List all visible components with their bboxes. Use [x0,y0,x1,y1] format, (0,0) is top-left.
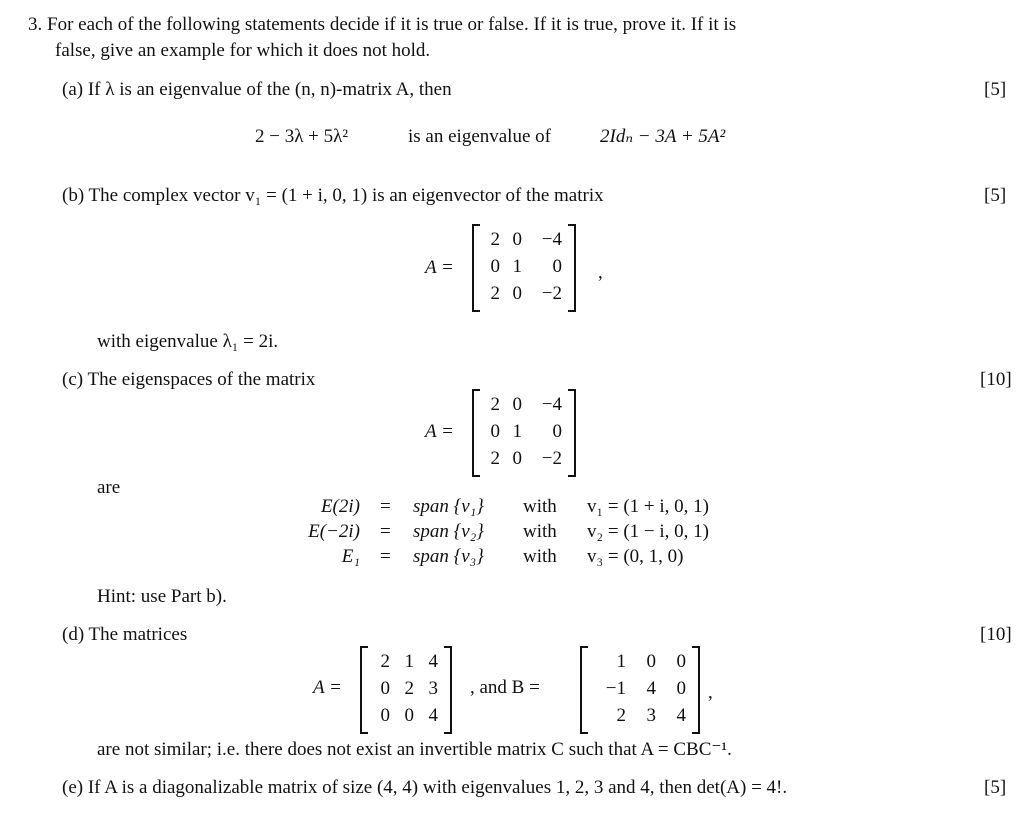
matrix-entry: 2 [490,229,500,250]
part-d-matrix-a [360,650,452,728]
matrix-entry: 0 [512,283,522,304]
part-d-conclusion: are not similar; i.e. there does not exist an invertible matrix C such that A = CBC⁻¹. [97,739,732,760]
part-b-matrix-label: A = [425,257,454,278]
part-d-marks: [10] [980,624,1012,645]
eigenspace-vec: v₂ = (1 − i, 0, 1) [587,521,709,542]
part-a-marks: [5] [984,79,1007,100]
matrix-entry: 2 [616,705,626,726]
eigenspace-lhs: E(−2i) [308,521,360,542]
eigenspace-lhs: E(2i) [320,496,360,517]
eigenspace-lhs: E₁ [341,546,360,567]
matrix-entry: 2 [404,678,414,699]
part-a-statement: (a) If λ is an eigenvalue of the (n, n)-matrix A, then [62,79,452,100]
matrix-entry: 1 [512,256,522,277]
part-d-a-label: A = [313,677,342,698]
matrix-entry: 4 [676,705,686,726]
matrix-entry: 0 [552,256,562,277]
eigenspace-vec: v₃ = (0, 1, 0) [587,546,684,567]
part-b-marks: [5] [984,185,1007,206]
part-a-lhs: 2 − 3λ + 5λ² [255,126,349,147]
matrix-entry: 2 [490,283,500,304]
matrix-entry: 0 [646,651,656,672]
part-b-statement: (b) The complex vector v₁ = (1 + i, 0, 1) is an eigenvector of the matrix [62,185,604,206]
matrix-entry: 1 [404,651,414,672]
matrix-entry: 1 [512,421,522,442]
eigenspace-span: span {v₃} [413,546,484,567]
matrix-entry: 1 [616,651,626,672]
matrix-entry: 0 [512,394,522,415]
eigenspace-eq: = [380,496,391,517]
matrix-entry: 4 [428,651,438,672]
matrix-entry: 0 [676,678,686,699]
matrix-entry: 2 [490,394,500,415]
part-d-and-b-label: , and B = [470,677,540,698]
problem-intro-line2: false, give an example for which it does not hold. [55,40,431,61]
matrix-entry: 3 [646,705,656,726]
part-c-hint: Hint: use Part b). [97,586,227,607]
matrix-entry: 4 [428,705,438,726]
matrix-entry: 3 [428,678,438,699]
eigenspace-with: with [523,546,557,567]
problem-intro-line1: 3. For each of the following statements decide if it is true or false. If it is true, prove it. If it is [28,14,737,35]
matrix-entry: 2 [380,651,390,672]
eigenspace-eq: = [380,521,391,542]
part-d-matrix-b [580,650,700,728]
part-b-eigenvalue: with eigenvalue λ₁ = 2i. [97,331,279,352]
part-e-statement: (e) If A is a diagonalizable matrix of size (4, 4) with eigenvalues 1, 2, 3 and 4, then det(A) = 4!. [62,777,788,798]
matrix-entry: 0 [676,651,686,672]
eigenspace-span: span {v₁} [413,496,484,517]
matrix-entry: 0 [380,678,390,699]
matrix-entry: 0 [512,448,522,469]
eigenspace-vec: v₁ = (1 + i, 0, 1) [587,496,709,517]
part-d-statement: (d) The matrices [62,624,188,645]
part-e-marks: [5] [984,777,1007,798]
matrix-entry: −1 [605,678,626,699]
part-c-statement: (c) The eigenspaces of the matrix [62,369,316,390]
matrix-entry: −4 [541,394,562,415]
eigenspace-span: span {v₂} [413,521,484,542]
matrix-entry: −2 [541,283,562,304]
matrix-entry: −4 [541,229,562,250]
part-c-are: are [97,477,121,498]
part-a-rhs: 2Idₙ − 3A + 5A² [600,126,726,147]
eigenspace-eq: = [380,546,391,567]
matrix-entry: 0 [404,705,414,726]
matrix-entry: 0 [512,229,522,250]
part-b-matrix [472,228,576,306]
part-c-matrix-label: A = [425,421,454,442]
matrix-entry: 4 [646,678,656,699]
eigenspace-with: with [523,521,557,542]
matrix-entry: 0 [380,705,390,726]
eigenspace-with: with [523,496,557,517]
matrix-entry: 2 [490,448,500,469]
matrix-entry: 0 [490,256,500,277]
part-a-mid: is an eigenvalue of [408,126,551,147]
matrix-entry: −2 [541,448,562,469]
part-c-marks: [10] [980,369,1012,390]
part-b-comma: , [598,262,603,283]
matrix-entry: 0 [552,421,562,442]
part-c-matrix [472,393,576,471]
matrix-entry: 0 [490,421,500,442]
part-d-comma: , [708,682,713,703]
